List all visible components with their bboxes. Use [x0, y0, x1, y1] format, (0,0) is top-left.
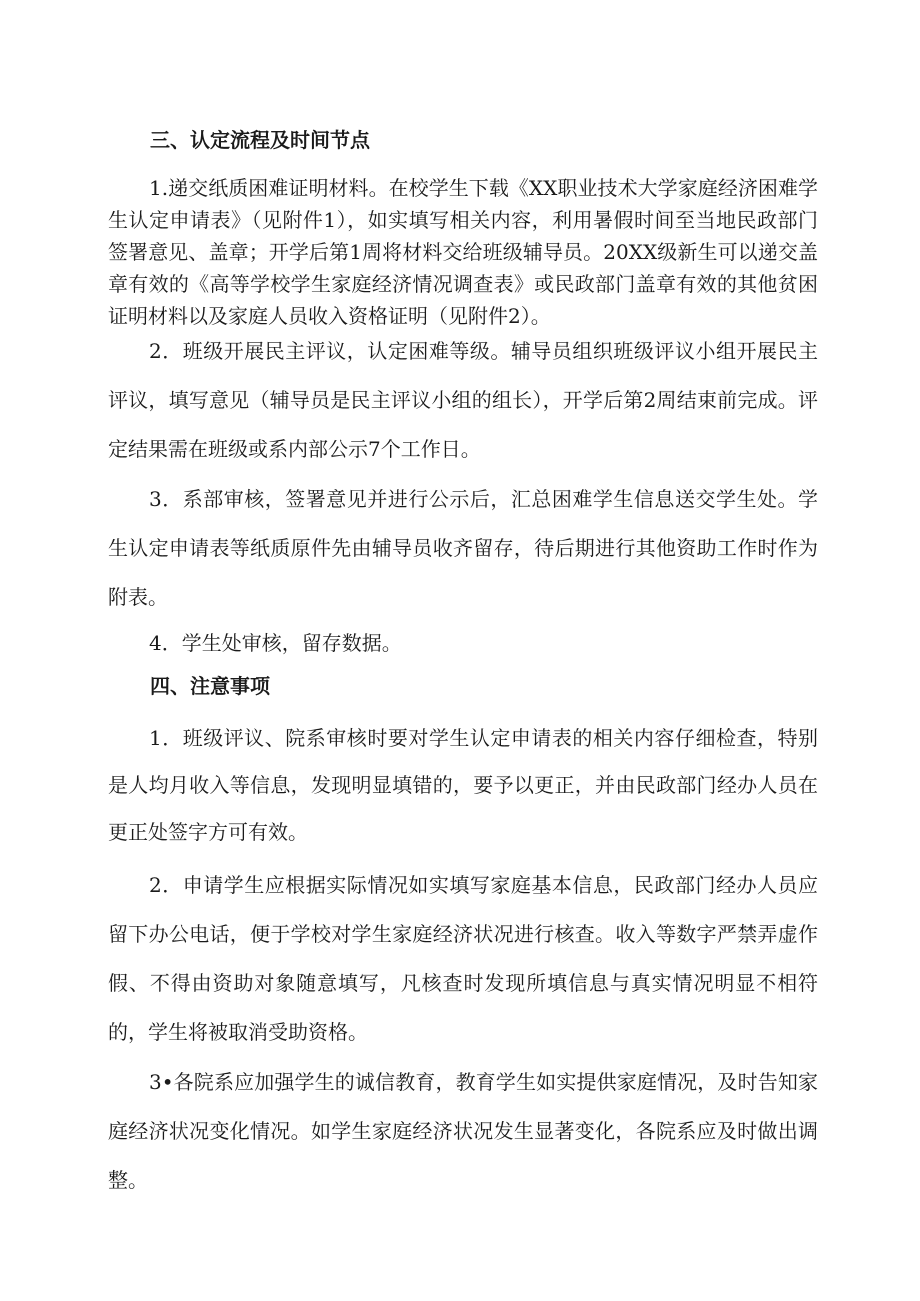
section-heading-notes: 四、注意事项: [150, 674, 270, 698]
paragraph-student-office-review: 4．学生处审核，留存数据。: [149, 631, 402, 655]
paragraph-submit-materials: 1.递交纸质困难证明材料。在校学生下载《XX职业技术大学家庭经济困难学生认定申请表》（见附件1），如实填写相关内容，利用暑假时间至当地民政部门签署意见、盖章；开学后第1周将材料交给班级辅导员。20XX级新生可以递交盖章有效的《高等学校学生家庭经济情况调查表》或民政部门盖章有效的其他贫困证明材料以及家庭人员收入资格证明（见附件2）。: [108, 176, 818, 328]
paragraph-note-check: 1．班级评议、院系审核时要对学生认定申请表的相关内容仔细检查，特别是人均月收入等信息，发现明显填错的，要予以更正，并由民政部门经办人员在更正处签字方可有效。: [108, 726, 818, 844]
section-heading-process: 三、认定流程及时间节点: [150, 128, 370, 152]
paragraph-note-integrity: 3•各院系应加强学生的诚信教育，教育学生如实提供家庭情况，及时告知家庭经济状况变化情况。如学生家庭经济状况发生显著变化，各院系应及时做出调整。: [108, 1070, 818, 1192]
paragraph-department-review: 3．系部审核，签署意见并进行公示后，汇总困难学生信息送交学生处。学生认定申请表等纸质原件先由辅导员收齐留存，待后期进行其他资助工作时作为附表。: [108, 487, 818, 609]
paragraph-note-truthful-info: 2．申请学生应根据实际情况如实填写家庭基本信息，民政部门经办人员应留下办公电话，便于学校对学生家庭经济状况进行核查。收入等数字严禁弄虚作假、不得由资助对象随意填写，凡核查时发现所填信息与真实情况明显不相符的，学生将被取消受助资格。: [108, 873, 818, 1044]
paragraph-class-evaluation: 2．班级开展民主评议，认定困难等级。辅导员组织班级评议小组开展民主评议，填写意见（辅导员是民主评议小组的组长），开学后第2周结束前完成。评定结果需在班级或系内部公示7个工作日。: [108, 339, 818, 461]
